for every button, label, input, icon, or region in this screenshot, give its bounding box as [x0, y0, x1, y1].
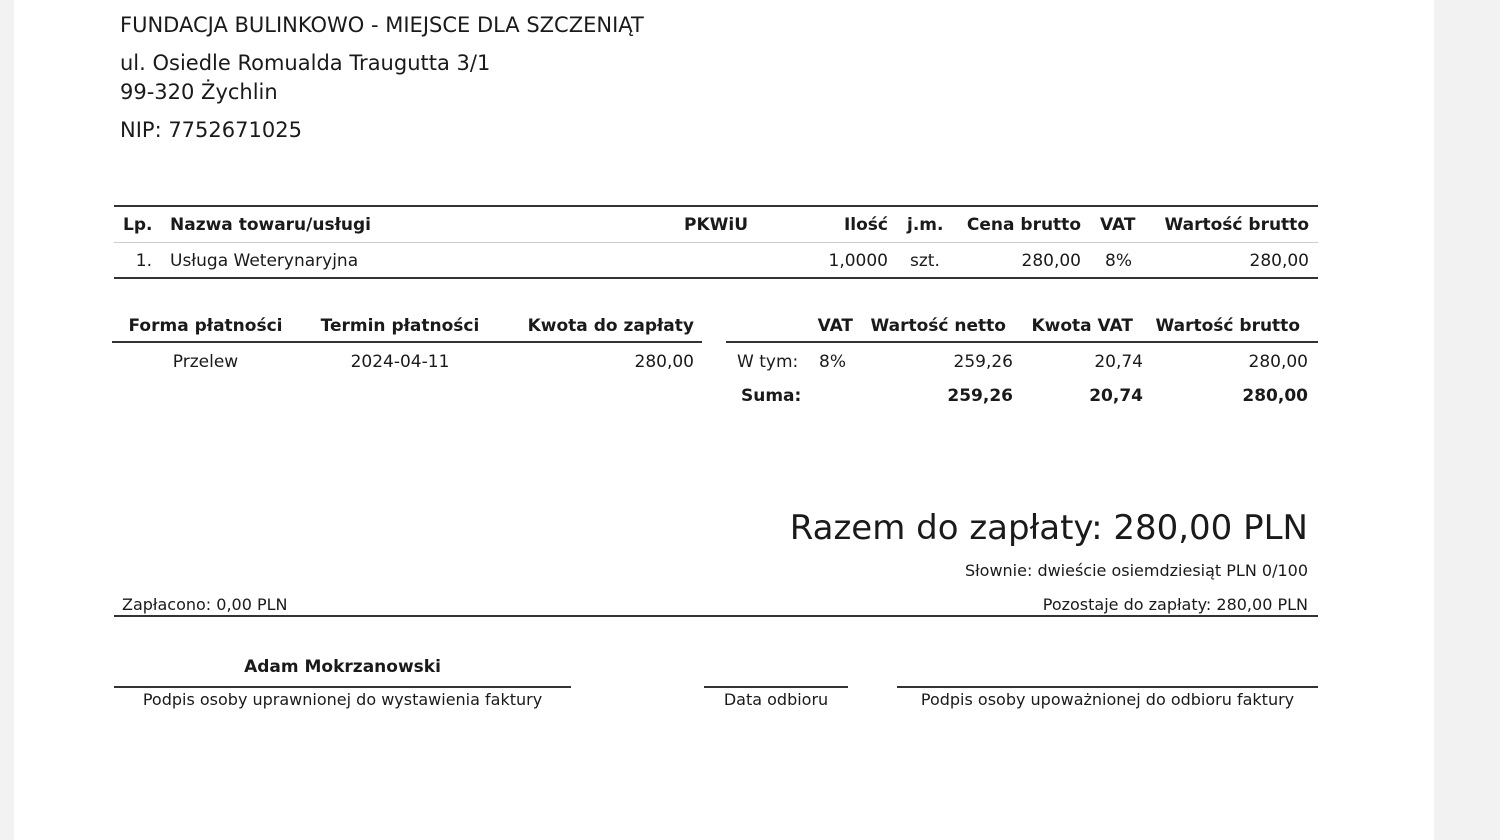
vat-sum-gross: 280,00 [1242, 386, 1308, 406]
items-header-gross: Wartość brutto [1164, 215, 1309, 235]
vat-row-net: 259,26 [953, 352, 1013, 372]
vat-header-gross: Wartość brutto [1155, 316, 1300, 336]
payment-header-amount: Kwota do zapłaty [527, 316, 694, 336]
items-header-qty: Ilość [843, 215, 888, 235]
items-header-divider [114, 242, 1318, 243]
total-due: Razem do zapłaty: 280,00 PLN [789, 508, 1308, 548]
payment-amount: 280,00 [634, 352, 694, 372]
vat-row-label: W tym: [737, 352, 799, 372]
item-gross: 280,00 [1249, 251, 1309, 271]
issuer-signature-caption: Podpis osoby uprawnionej do wystawienia faktury [142, 690, 543, 709]
items-header-vat: VAT [1100, 215, 1136, 235]
items-table-top-rule [114, 205, 1318, 207]
receiver-signature-caption: Podpis osoby upoważnionej do odbioru faktury [920, 690, 1295, 709]
receipt-date-caption: Data odbioru [723, 690, 829, 709]
vat-header-net: Wartość netto [870, 316, 1006, 336]
issuer-signature-line [114, 686, 571, 688]
items-table-bottom-rule [114, 277, 1318, 279]
items-header-price: Cena brutto [966, 215, 1081, 235]
seller-city: 99-320 Żychlin [120, 80, 278, 104]
seller-name: FUNDACJA BULINKOWO - MIEJSCE DLA SZCZENIĄT [120, 13, 644, 37]
seller-nip: NIP: 7752671025 [120, 118, 302, 142]
vat-row-gross: 280,00 [1248, 352, 1308, 372]
payment-header-due: Termin płatności [320, 316, 480, 336]
items-header-unit: j.m. [907, 215, 944, 235]
issuer-name: Adam Mokrzanowski [244, 657, 441, 677]
vat-row-vat-amount: 20,74 [1094, 352, 1143, 372]
vat-header-rate: VAT [817, 316, 853, 336]
payment-method: Przelew [172, 352, 239, 372]
item-price: 280,00 [1021, 251, 1081, 271]
seller-street: ul. Osiedle Romualda Traugutta 3/1 [120, 51, 491, 75]
vat-sum-net: 259,26 [947, 386, 1013, 406]
vat-table-rule [726, 341, 1318, 343]
vat-sum-vat-amount: 20,74 [1089, 386, 1143, 406]
payment-due-date: 2024-04-11 [350, 352, 450, 372]
invoice-page [14, 0, 1434, 840]
amount-in-words: Słownie: dwieście osiemdziesiąt PLN 0/100 [964, 561, 1308, 580]
vat-sum-label: Suma: [741, 386, 802, 406]
vat-row-rate: 8% [819, 352, 846, 372]
item-vat: 8% [1105, 251, 1132, 271]
item-lp: 1. [135, 251, 152, 271]
items-header-pkwiu: PKWiU [684, 215, 749, 235]
amount-paid: Zapłacono: 0,00 PLN [122, 595, 288, 614]
item-name: Usługa Weterynaryjna [170, 251, 359, 271]
payment-table-rule [112, 341, 702, 343]
totals-rule [114, 615, 1318, 617]
item-unit: szt. [910, 251, 940, 271]
receipt-date-line [704, 686, 848, 688]
vat-header-vat-amount: Kwota VAT [1031, 316, 1133, 336]
items-header-name: Nazwa towaru/usługi [170, 215, 371, 235]
items-header-lp: Lp. [123, 215, 153, 235]
item-qty: 1,0000 [828, 251, 888, 271]
payment-header-method: Forma płatności [128, 316, 283, 336]
amount-remaining: Pozostaje do zapłaty: 280,00 PLN [1042, 595, 1308, 614]
receiver-signature-line [897, 686, 1318, 688]
